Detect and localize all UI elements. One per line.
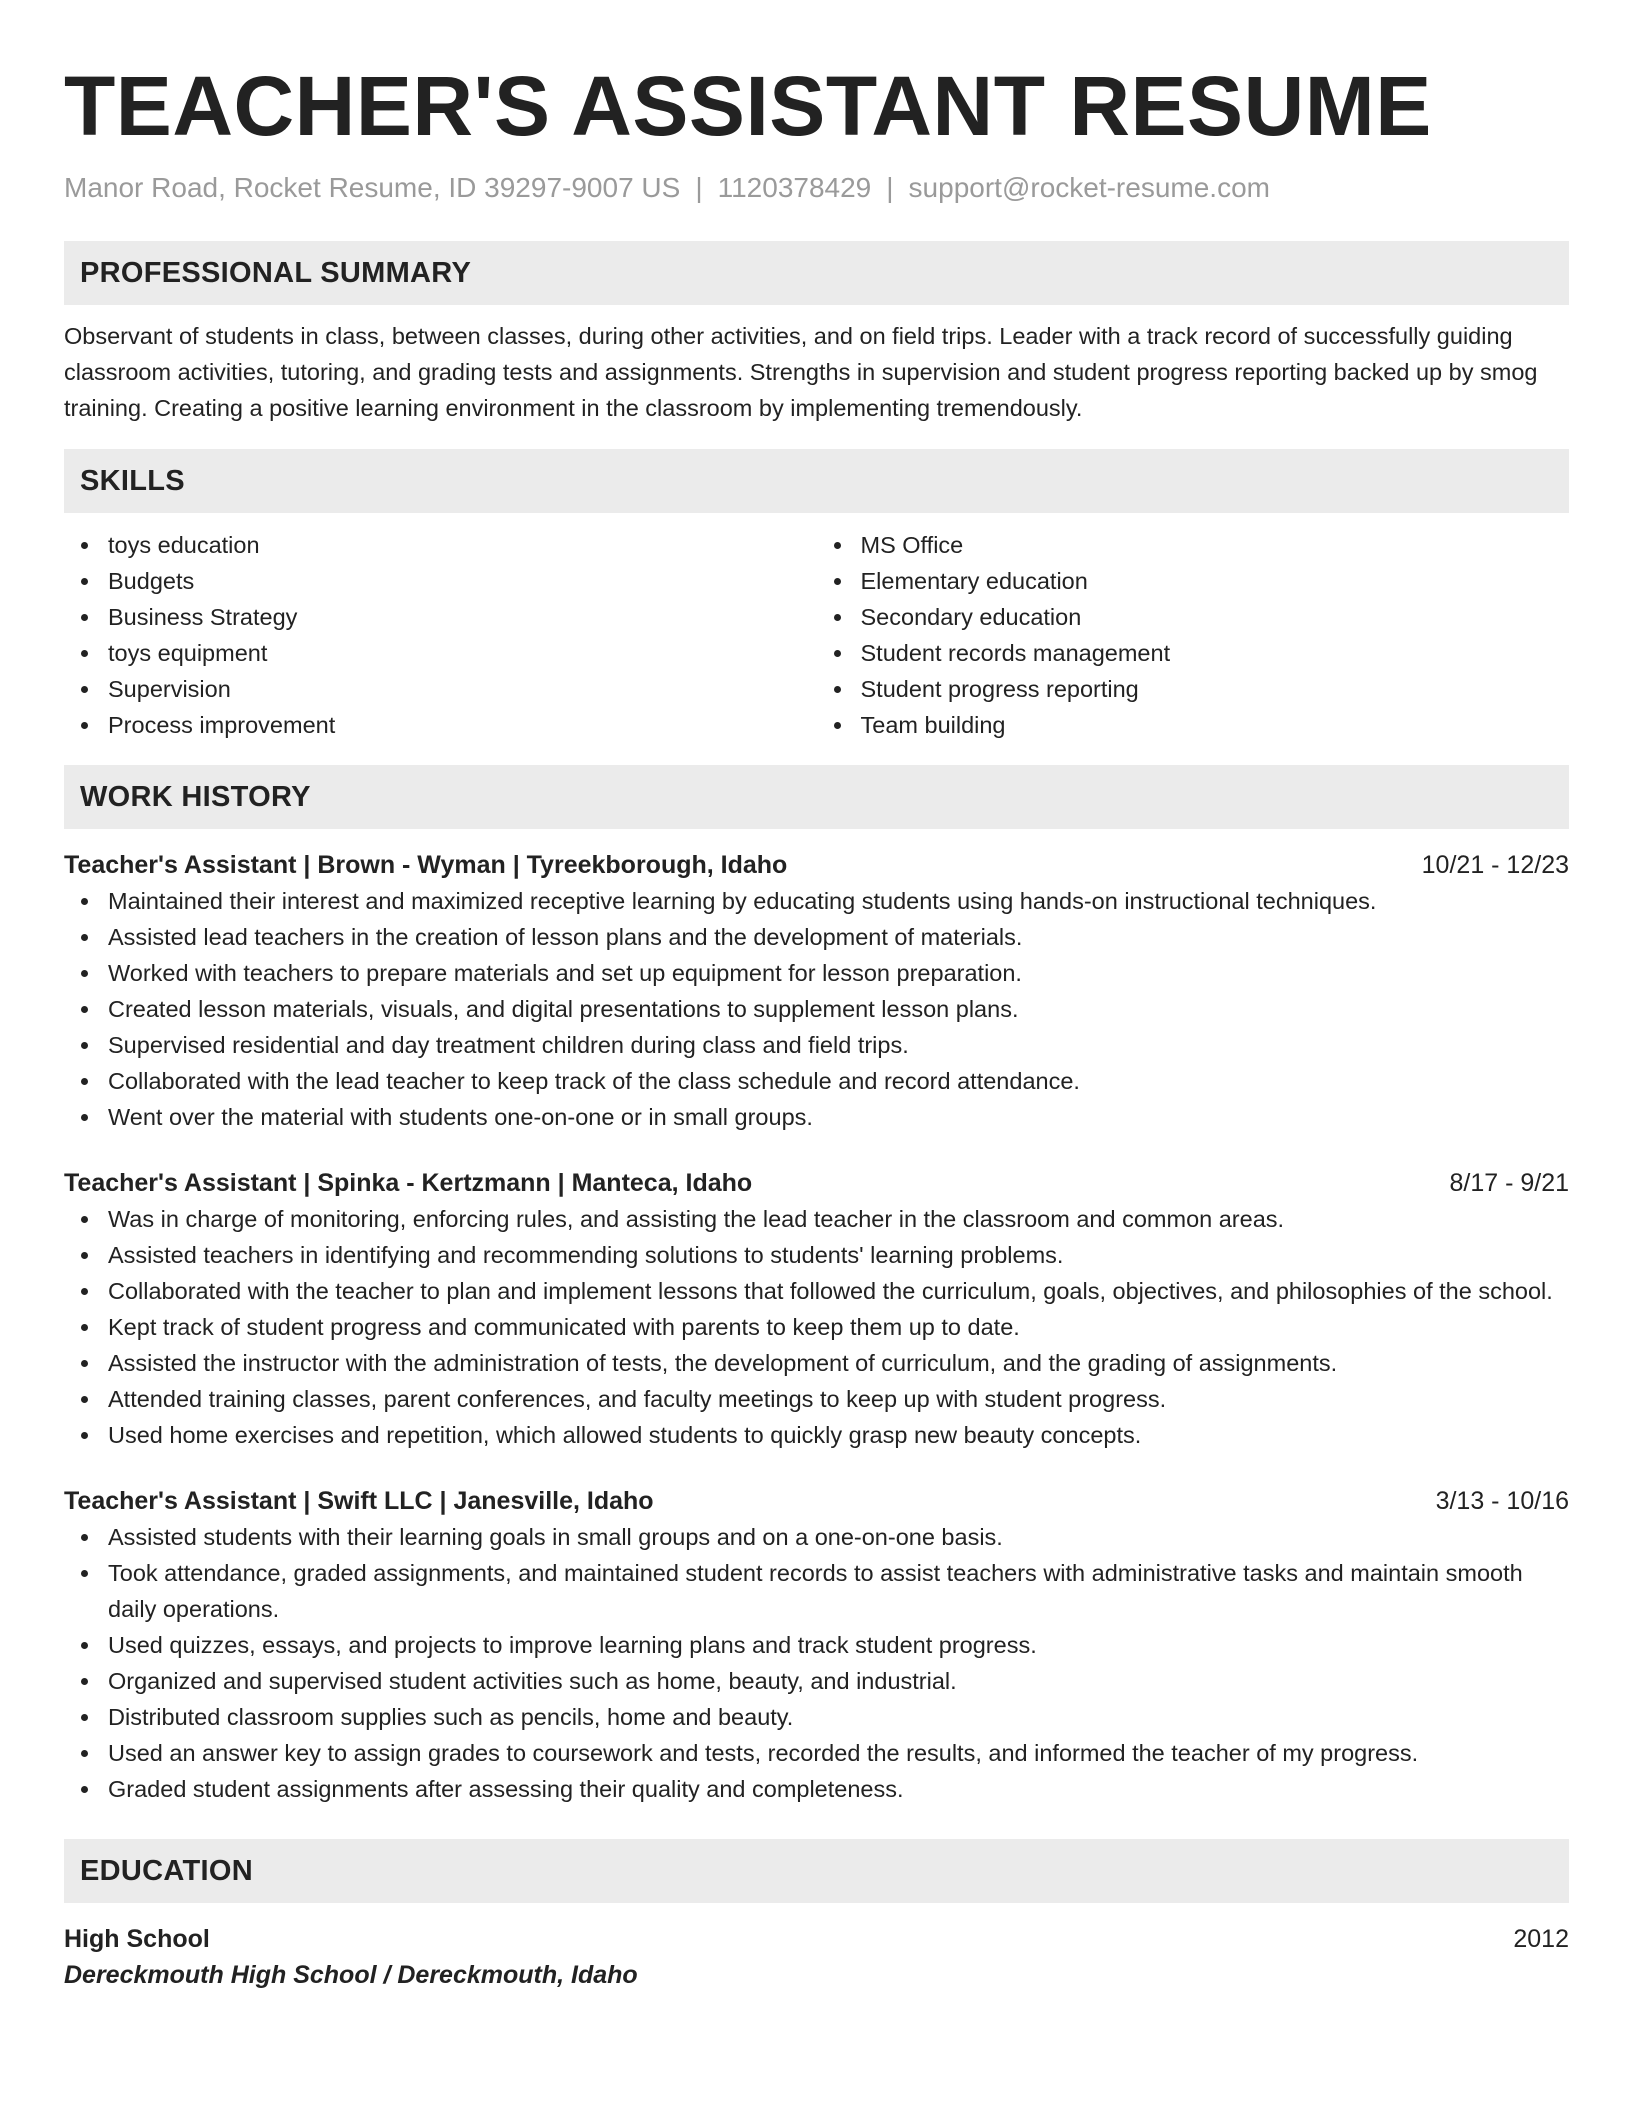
work-heading: WORK HISTORY [80,780,311,813]
education-degree: High School [64,1925,210,1953]
job-bullet-list [64,1201,1569,1453]
contact-line [64,170,1569,206]
job-bullet: Kept track of student progress and communicated with parents to keep them up to date. [64,1309,1569,1345]
contact-separator: | [886,172,894,203]
job-bullet: Used home exercises and repetition, which allowed students to quickly grasp new beauty concepts. [64,1417,1569,1453]
job-title: Teacher's Assistant | Swift LLC | Janesville, Idaho [64,1487,654,1515]
job-entry [64,1165,1569,1453]
job-header [64,1483,1569,1519]
education-section-header [64,1839,1569,1903]
job-bullet: Assisted students with their learning goals in small groups and on a one-on-one basis. [64,1519,1569,1555]
job-bullet: Collaborated with the teacher to plan and implement lessons that followed the curriculum, goals, objectives, and philosophies of the school. [64,1273,1569,1309]
contact-phone: 1120378429 [717,172,872,203]
job-header [64,1165,1569,1201]
job-bullet: Worked with teachers to prepare materials and set up equipment for lesson preparation. [64,955,1569,991]
job-title: Teacher's Assistant | Spinka - Kertzmann | Manteca, Idaho [64,1169,753,1197]
job-bullet: Assisted the instructor with the administration of tests, the development of curriculum, and the grading of assignments. [64,1345,1569,1381]
contact-separator: | [695,172,703,203]
job-bullet-list [64,1519,1569,1807]
summary-text: Observant of students in class, between classes, during other activities, and on field trips. Leader with a track record of successfully guiding classroom activities, tutoring, and grading tests and assignments. Strengths in supervision and student progress reporting backed up by smog training. Creating a positive learning environment in the classroom by implementing tremendously. [64,323,1538,421]
skill-item: Elementary education [817,563,1570,599]
job-entry [64,1483,1569,1807]
job-dates: 8/17 - 9/21 [1449,1169,1569,1197]
job-bullet: Graded student assignments after assessing their quality and completeness. [64,1771,1569,1807]
job-header [64,847,1569,883]
education-school: Dereckmouth High School / Dereckmouth, Idaho [64,1961,638,1989]
skill-item: Secondary education [817,599,1570,635]
job-bullet: Attended training classes, parent conferences, and faculty meetings to keep up with student progress. [64,1381,1569,1417]
skill-item: Student progress reporting [817,671,1570,707]
skill-item: Process improvement [64,707,817,743]
job-bullet: Took attendance, graded assignments, and maintained student records to assist teachers with administrative tasks and maintain smooth daily operations. [64,1555,1569,1627]
education-year: 2012 [1513,1925,1569,1953]
contact-email: support@rocket-resume.com [908,172,1270,203]
work-section-header [64,765,1569,829]
job-bullet: Used an answer key to assign grades to coursework and tests, recorded the results, and informed the teacher of my progress. [64,1735,1569,1771]
contact-address: Manor Road, Rocket Resume, ID 39297-9007 US [64,172,681,203]
job-title: Teacher's Assistant | Brown - Wyman | Tyreekborough, Idaho [64,851,788,879]
job-entry [64,847,1569,1135]
skill-item: Supervision [64,671,817,707]
job-bullet: Went over the material with students one-on-one or in small groups. [64,1099,1569,1135]
job-bullet: Supervised residential and day treatment children during class and field trips. [64,1027,1569,1063]
job-bullet: Created lesson materials, visuals, and digital presentations to supplement lesson plans. [64,991,1569,1027]
skills-left-column [64,527,817,743]
resume-title: TEACHER'S ASSISTANT RESUME [64,59,1432,153]
job-bullet: Assisted lead teachers in the creation of lesson plans and the development of materials. [64,919,1569,955]
job-dates: 3/13 - 10/16 [1435,1487,1569,1515]
skill-item: Business Strategy [64,599,817,635]
job-bullet: Maintained their interest and maximized receptive learning by educating students using hands-on instructional techniques. [64,883,1569,919]
skill-item: toys education [64,527,817,563]
job-bullet: Used quizzes, essays, and projects to improve learning plans and track student progress. [64,1627,1569,1663]
skill-item: Team building [817,707,1570,743]
skill-item: MS Office [817,527,1570,563]
summary-heading: PROFESSIONAL SUMMARY [80,256,472,289]
skill-item: Student records management [817,635,1570,671]
job-bullet: Organized and supervised student activities such as home, beauty, and industrial. [64,1663,1569,1699]
job-bullet: Assisted teachers in identifying and recommending solutions to students' learning problems. [64,1237,1569,1273]
job-dates: 10/21 - 12/23 [1421,851,1569,879]
job-bullet: Distributed classroom supplies such as pencils, home and beauty. [64,1699,1569,1735]
job-bullet-list [64,883,1569,1135]
job-bullet: Collaborated with the lead teacher to keep track of the class schedule and record attendance. [64,1063,1569,1099]
education-entry [64,1921,1569,1993]
summary-section-header [64,241,1569,305]
skills-right-column [817,527,1570,743]
skill-item: toys equipment [64,635,817,671]
skill-item: Budgets [64,563,817,599]
skills-section-header [64,449,1569,513]
job-bullet: Was in charge of monitoring, enforcing rules, and assisting the lead teacher in the classroom and common areas. [64,1201,1569,1237]
education-header [64,1921,1569,1957]
skills-grid [64,527,1569,743]
education-heading: EDUCATION [80,1854,253,1887]
skills-heading: SKILLS [80,464,185,497]
